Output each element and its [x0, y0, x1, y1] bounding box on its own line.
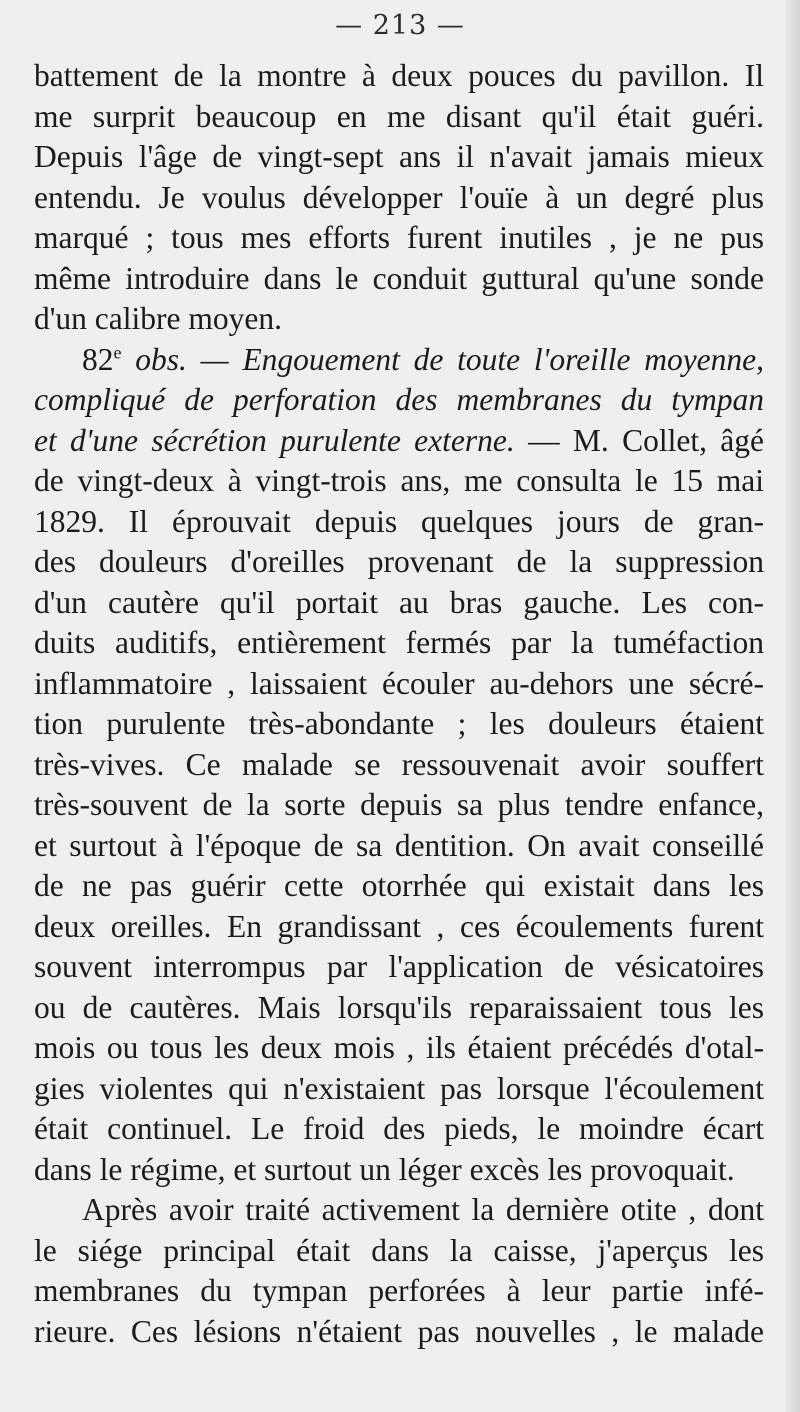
- text-line: mois ou tous les deux mois , ils étaient précédés d'otal-: [34, 1030, 764, 1065]
- text-line: duits auditifs, entièrement fermés par la tuméfaction: [34, 625, 764, 660]
- observation-heading-line: [34, 340, 764, 381]
- text-line: 1829. Il éprouvait depuis quelques jours de gran-: [34, 503, 764, 539]
- text-line: marqué ; tous mes efforts furent inutiles , je ne pus: [34, 220, 764, 255]
- text-line: le siége principal était dans la caisse, j'aperçus les: [34, 1232, 764, 1268]
- text-line: [34, 421, 764, 462]
- text-line: me surprit beaucoup en me disant qu'il était guéri.: [34, 98, 764, 134]
- text-line: même introduire dans le conduit guttural qu'une sonde: [34, 260, 764, 296]
- observation-number: 82: [82, 341, 114, 377]
- page-number: — 213 —: [335, 10, 465, 41]
- text-line: inflammatoire , laissaient écouler au-dehors une sécré-: [34, 665, 764, 701]
- text-line: de vingt-deux à vingt-trois ans, me consulta le 15 mai: [34, 463, 764, 498]
- text-line: et surtout à l'époque de sa dentition. On avait conseillé: [34, 827, 764, 863]
- observation-title-end: et d'une sécrétion purulente externe.: [34, 422, 515, 458]
- text-line: de ne pas guérir cette otorrhée qui existait dans les: [34, 868, 764, 903]
- paragraph-start-line: Après avoir traité activement la dernière otite , dont: [82, 1192, 764, 1227]
- text-line: d'un calibre moyen.: [34, 301, 282, 336]
- observation-title-continued: compliqué de perforation des membranes du tympan: [34, 382, 764, 417]
- patient-intro: — M. Collet, âgé: [528, 422, 765, 458]
- text-line: des douleurs d'oreilles provenant de la suppression: [34, 544, 764, 579]
- text-line: très-vives. Ce malade se ressouvenait avoir souffert: [34, 746, 764, 782]
- text-line: dans le régime, et surtout un léger excès les provoquait.: [34, 1151, 735, 1187]
- text-line: gies violentes qui n'existaient pas lorsque l'écoulement: [34, 1070, 764, 1106]
- page-edge-shadow: [786, 0, 800, 1412]
- text-line: souvent interrompus par l'application de vésicatoires: [34, 949, 764, 984]
- text-line: entendu. Je voulus développer l'ouïe à un degré plus: [34, 179, 764, 215]
- text-line: battement de la montre à deux pouces du pavillon. Il: [34, 58, 764, 93]
- text-line: Depuis l'âge de vingt-sept ans il n'avait jamais mieux: [34, 139, 764, 174]
- text-line: était continuel. Le froid des pieds, le moindre écart: [34, 1111, 764, 1146]
- body-text: [34, 56, 764, 1352]
- text-line: très-souvent de la sorte depuis sa plus tendre enfance,: [34, 787, 764, 822]
- observation-label: obs.: [135, 341, 187, 377]
- text-line: ou de cautères. Mais lorsqu'ils reparaissaient tous les: [34, 989, 764, 1025]
- text-line: tion purulente très-abondante ; les douleurs étaient: [34, 706, 764, 741]
- text-line: deux oreilles. En grandissant , ces écoulements furent: [34, 908, 764, 944]
- observation-title: — Engouement de toute l'oreille moyenne,: [200, 341, 765, 377]
- observation-number-superscript: e: [113, 342, 122, 362]
- text-line: membranes du tympan perforées à leur partie infé-: [34, 1273, 764, 1308]
- text-line: rieure. Ces lésions n'étaient pas nouvelles , le malade: [34, 1313, 764, 1349]
- text-line: d'un cautère qu'il portait au bras gauche. Les con-: [34, 584, 764, 620]
